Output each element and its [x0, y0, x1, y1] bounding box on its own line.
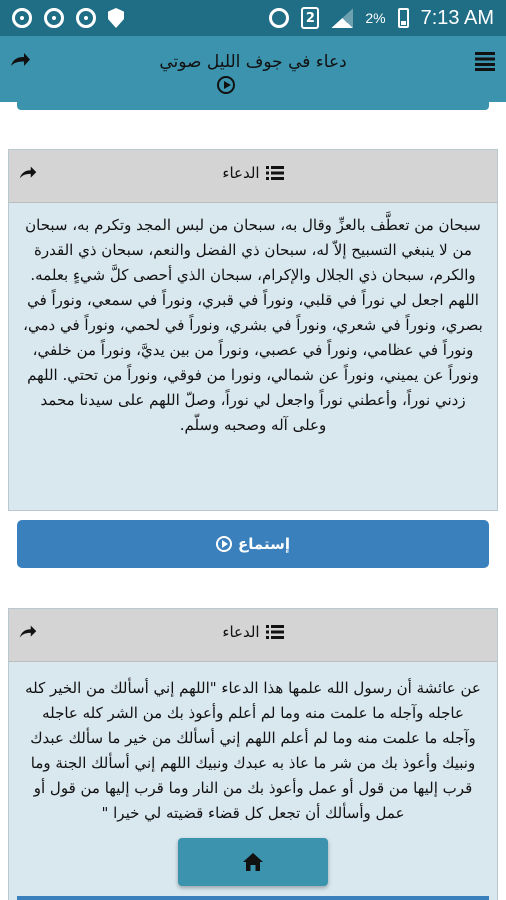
card-title [9, 623, 497, 641]
battery-icon [398, 8, 409, 28]
menu-icon[interactable] [474, 50, 496, 72]
dua-text: عن عائشة أن رسول الله علمها هذا الدعاء "اللهم إني أسألك من الخير كله عاجله وآجله ما علمت منه وما لم أعلم وأعوذ بك من الشر كله عاجله وآجله ما علمت منه وما لم أعلم اللهم إني أسألك من خير ما سألك عبدك ونبيك وأعوذ بك من شر ما عاذ به عبدك ونبيك اللهم إني أسألك الجنة وما قرب إليها من قول أو عمل وأعوذ بك من النار وما قرب إليها من قول أو عمل وأسألك أن تجعل كل قضاء قضيته لي خيرا " [25, 679, 481, 822]
home-button[interactable] [178, 838, 328, 886]
status-left-icons [12, 8, 124, 28]
back-arrow-icon[interactable] [8, 50, 32, 74]
play-icon [216, 536, 232, 552]
list-icon [266, 624, 284, 640]
play-icon[interactable] [217, 76, 235, 94]
shutter-icon [12, 8, 32, 28]
app-bar-tab [17, 102, 489, 110]
card-header [9, 609, 497, 662]
card-title-label: الدعاء [222, 164, 260, 182]
app-bar [0, 36, 506, 102]
battery-percent: 2% [365, 10, 386, 26]
card-title [9, 164, 497, 182]
status-bar [0, 0, 506, 36]
shield-icon [108, 8, 124, 28]
card-title-label: الدعاء [222, 623, 260, 641]
alarm-icon [269, 8, 289, 28]
home-icon [242, 852, 264, 872]
signal-icon [331, 8, 353, 28]
listen-button[interactable] [17, 520, 489, 568]
status-right-icons [269, 7, 494, 30]
page-title: دعاء في جوف الليل صوتي [159, 52, 347, 72]
bottom-edge [17, 896, 489, 900]
sim-icon: 2 [301, 7, 319, 29]
listen-button-label: إستماع [238, 535, 290, 553]
list-icon [266, 165, 284, 181]
clock: 7:13 AM [420, 6, 494, 29]
card-header [9, 150, 497, 203]
dua-text: سبحان من تعطَّف بالعزِّ وقال به، سبحان من لبس المجد وتكرم به، سبحان من لا ينبغي التسبيح إلاّ له، سبحان ذي الفضل والنعم، سبحان ذي القدرة والكرم، سبحان ذي الجلال والإكرام، سبحان الذي أحصى كلَّ شيءٍ بعلمه. اللهم اجعل لي نوراً في قلبي، ونوراً في قبري، ونوراً في سمعي، ونوراً في بصري، ونوراً في شعري، ونوراً في بشري، ونوراً في لحمي، ونوراً في دمي، ونوراً في عظامي، ونوراً في عصبي، ونوراً من بين يديَّ، ونوراً من خلفي، ونوراً عن يميني، ونوراً عن شمالي، ونورا من فوقي، ونوراً من تحتي. اللهم زدني نوراً، وأعطني نوراً واجعل لي نوراً، وصلّ اللهم على سيدنا محمد وعلى آله وصحبه وسلّم. [23, 216, 483, 434]
dua-card [8, 149, 498, 511]
shutter-icon [76, 8, 96, 28]
shutter-icon [44, 8, 64, 28]
